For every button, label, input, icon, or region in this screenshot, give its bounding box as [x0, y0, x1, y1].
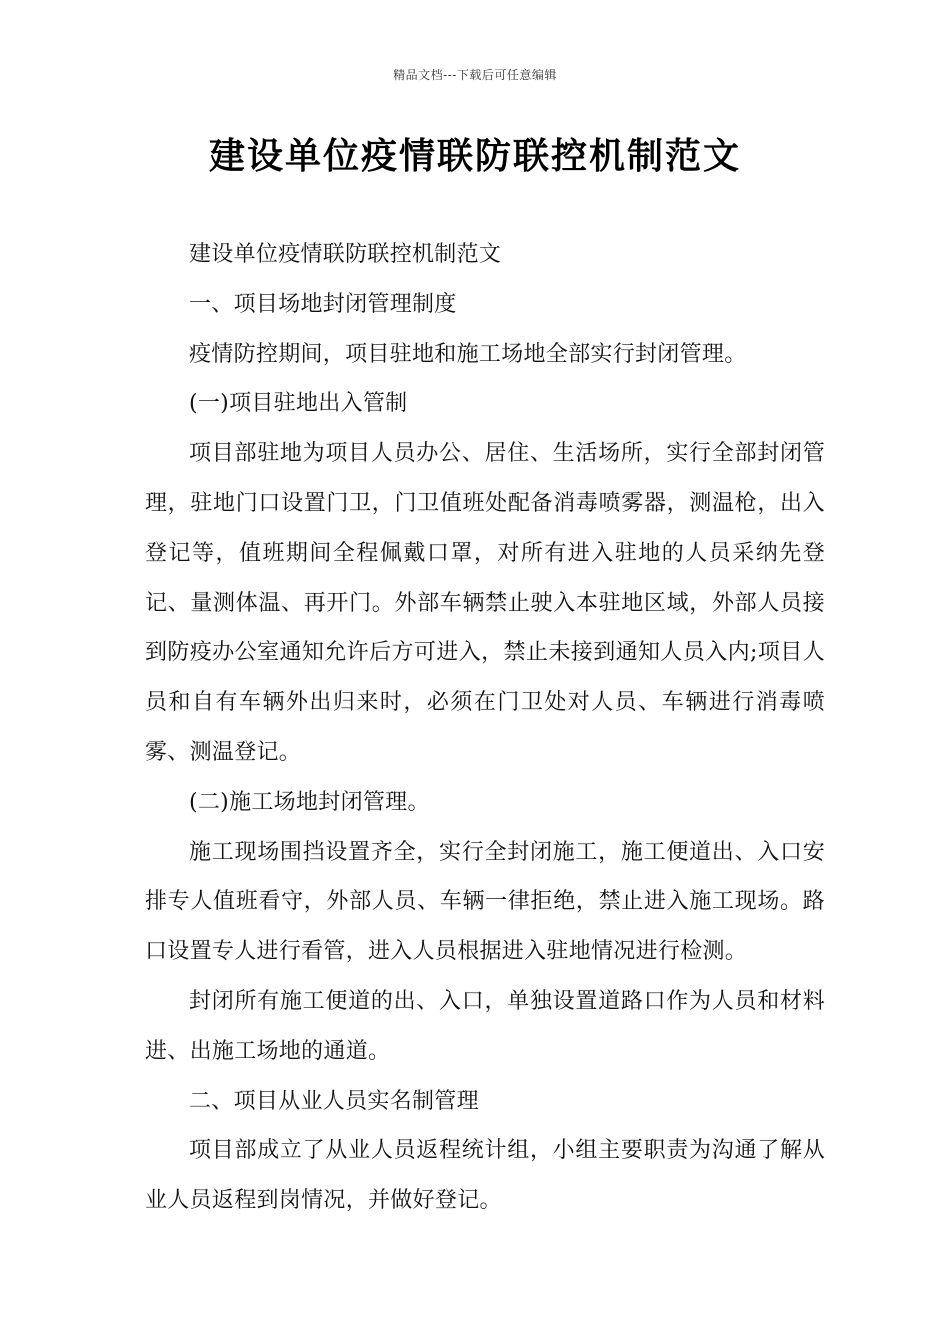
header-note: 精品文档---下载后可任意编辑 [393, 68, 557, 82]
subsection-heading-1: (一)项目驻地出入管制 [189, 391, 408, 417]
paragraph: 项目部驻地为项目人员办公、居住、生活场所，实行全部封闭管理，驻地门口设置门卫，门卫值班处配备消毒喷雾器，测温枪，出入登记等，值班期间全程佩戴口罩，对所有进入驻地的人员采纳先登记、量测体温、再开门。外部车辆禁止驶入本驻地区域，外部人员接到防疫办公室通知允许后方可进入，禁止未接到通知人员入内;项目人员和自有车辆外出归来时，必须在门卫处对人员、车辆进行消毒喷雾、测温登记。 [145, 441, 825, 765]
document-body [145, 230, 825, 1226]
section-heading-2: 二、项目从业人员实名制管理 [189, 1088, 479, 1114]
subsection-heading-2: (二)施工场地封闭管理。 [189, 789, 430, 815]
paragraph: 疫情防控期间，项目驻地和施工场地全部实行封闭管理。 [189, 341, 747, 367]
paragraph: 封闭所有施工便道的出、入口，单独设置道路口作为人员和材料进、出施工场地的通道。 [145, 988, 825, 1064]
paragraph: 施工现场围挡设置齐全，实行全封闭施工，施工便道出、入口安排专人值班看守，外部人员、车辆一律拒绝，禁止进入施工现场。路口设置专人进行看管，进入人员根据进入驻地情况进行检测。 [145, 839, 825, 965]
section-heading-1: 一、项目场地封闭管理制度 [189, 291, 457, 317]
paragraph-subtitle: 建设单位疫情联防联控机制范文 [189, 242, 502, 267]
paragraph: 项目部成立了从业人员返程统计组，小组主要职责为沟通了解从业人员返程到岗情况，并做好登记。 [145, 1138, 825, 1214]
document-title: 建设单位疫情联防联控机制范文 [208, 135, 741, 177]
